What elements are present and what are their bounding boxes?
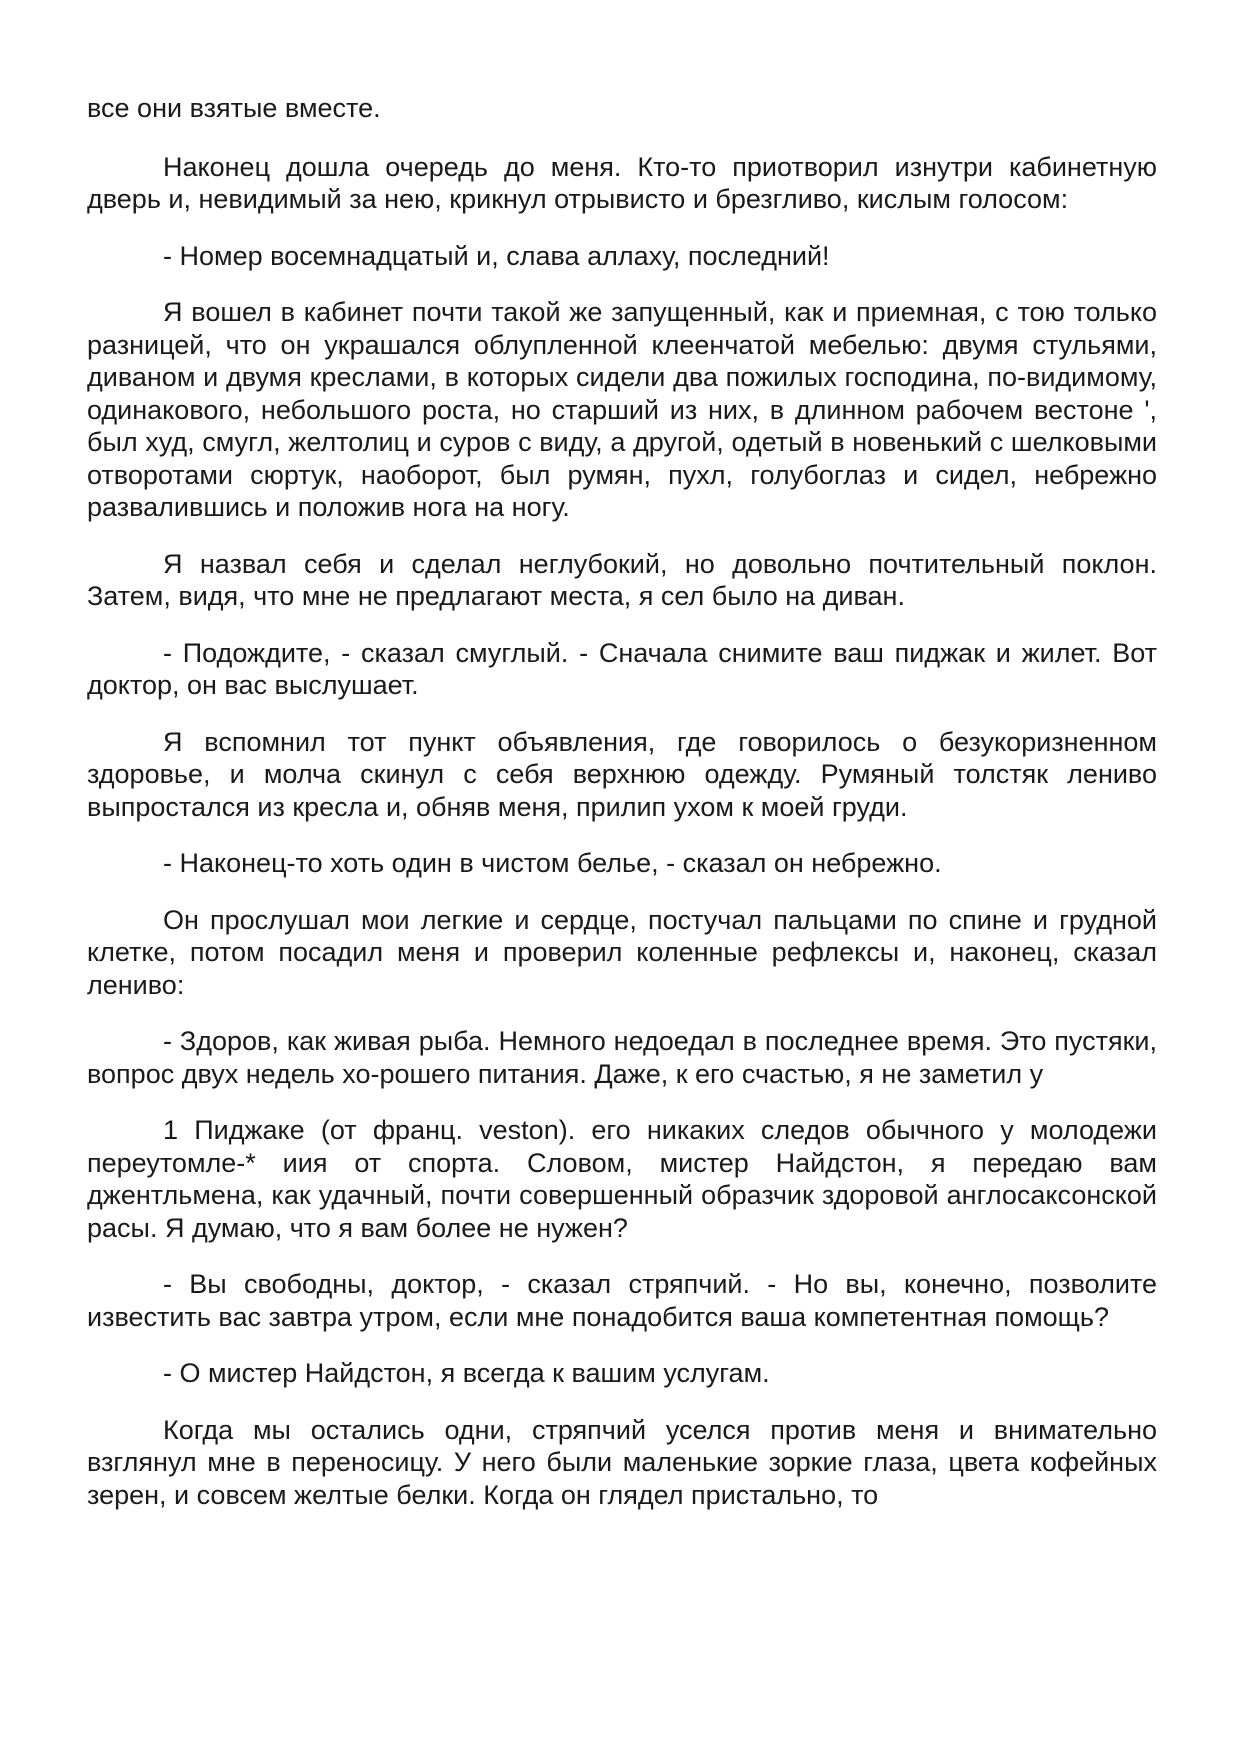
paragraph-alone: Когда мы остались одни, стряпчий уселся против меня и внимательно взглянул мне в переносицу. У него были маленькие зоркие глаза, цвета кофейных зерен, и совсем желтые белки. Когда он глядел пристально, то <box>87 1414 1157 1510</box>
paragraph-free-doctor: - Вы свободны, доктор, - сказал стряпчий. - Но вы, конечно, позволите известить вас завтра утром, если мне понадобится ваша компетентная помощь? <box>87 1269 1157 1332</box>
paragraph-bow: Я назвал себя и сделал неглубокий, но довольно почтительный поклон. Затем, видя, что мне не предлагают места, я сел было на диван. <box>87 548 1157 611</box>
paragraph-clean-linen: - Наконец-то хоть один в чистом белье, - сказал он небрежно. <box>163 848 942 878</box>
paragraph-healthy-fish: - Здоров, как живая рыба. Немного недоедал в последнее время. Это пустяки, вопрос двух недель хо-рошего питания. Даже, к его счастью, я не заметил у <box>87 1026 1157 1089</box>
paragraph-continuation: все они взятые вместе. <box>87 93 381 123</box>
paragraph-cabinet-description: Я вошел в кабинет почти такой же запущенный, как и приемная, с тою только разницей, что он украшался облупленной клеенчатой мебелью: двумя стульями, диваном и двумя креслами, в которых сидели два пожилых господина, по-видимому, одинакового, небольшого роста, но старший из них, в длинном рабочем вестоне ', был худ, смугл, желтолиц и суров с виду, а другой, одетый в новенький с шелковыми отворотами сюртук, наоборот, был румян, пухл, голубоглаз и сидел, небрежно развалившись и положив нога на ногу. <box>87 297 1157 522</box>
document-page <box>87 92 1157 1535</box>
paragraph-at-service: - О мистер Найдстон, я всегда к вашим услугам. <box>163 1358 770 1388</box>
paragraph-number-eighteen: - Номер восемнадцатый и, слава аллаху, последний! <box>163 240 830 271</box>
paragraph-footnote-veston: 1 Пиджаке (от франц. veston). его никаких следов обычного у молодежи переутомле-* иия от спорта. Словом, мистер Найдстон, я передаю вам джентльмена, как удачный, почти совершенный образчик здоровой англосаксонской расы. Я думаю, что я вам более не нужен? <box>87 1115 1157 1243</box>
paragraph-door-call: Наконец дошла очередь до меня. Кто-то приотворил изнутри кабинетную дверь и, невидимый за нею, крикнул отрывисто и брезгливо, кислым голосом: <box>87 151 1157 214</box>
paragraph-health: Я вспомнил тот пункт объявления, где говорилось о безукоризненном здоровье, и молча скинул с себя верхнюю одежду. Румяный толстяк лениво выпростался из кресла и, обняв меня, прилип ухом к моей груди. <box>87 726 1157 822</box>
paragraph-wait: - Подождите, - сказал смуглый. - Сначала снимите ваш пиджак и жилет. Вот доктор, он вас выслушает. <box>87 637 1157 700</box>
paragraph-examination: Он прослушал мои легкие и сердце, постучал пальцами по спине и грудной клетке, потом посадил меня и проверил коленные рефлексы и, наконец, сказал лениво: <box>87 904 1157 1000</box>
